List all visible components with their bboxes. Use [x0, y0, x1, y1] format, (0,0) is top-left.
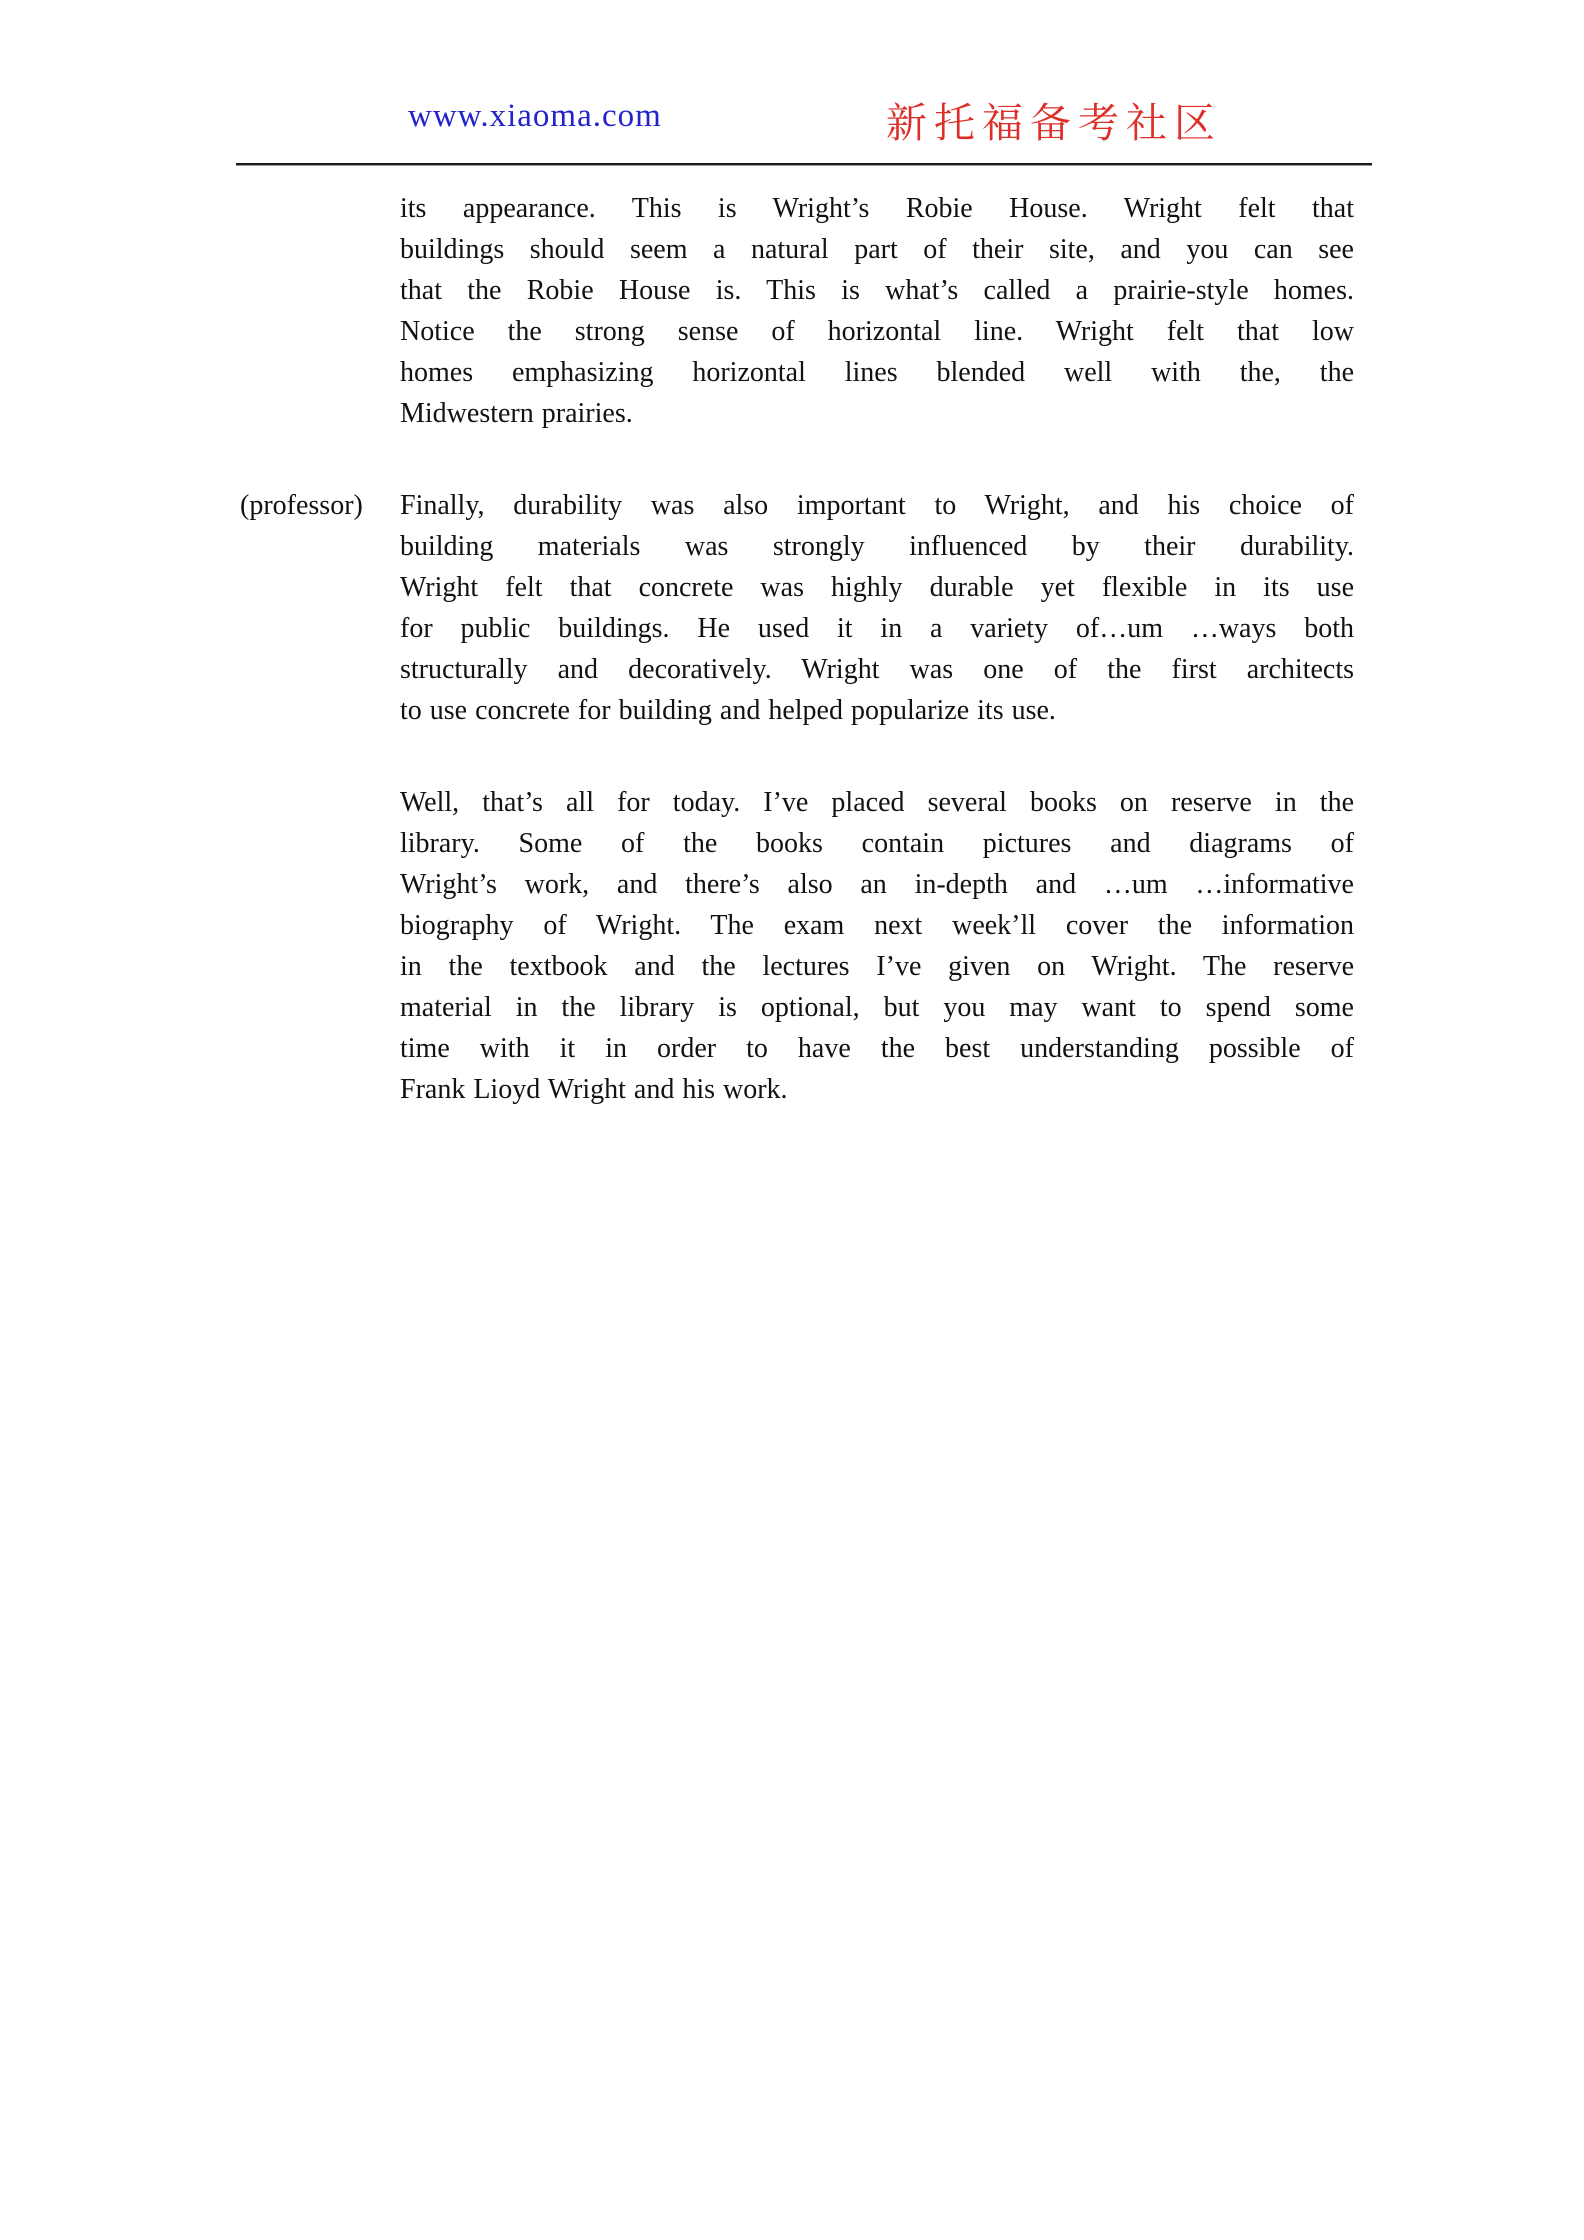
site-url-link[interactable]: www.xiaoma.com: [408, 98, 662, 134]
site-brand-text: 新托福备考社区: [886, 100, 1222, 146]
text-line: biography of Wright. The exam next week’ll cover the information: [400, 910, 1354, 941]
text-line: Finally, durability was also important to Wright, and his choice of: [400, 490, 1354, 521]
text-line: building materials was strongly influenced by their durability.: [400, 531, 1354, 562]
text-line: structurally and decoratively. Wright was one of the first architects: [400, 654, 1354, 685]
text-line: Wright’s work, and there’s also an in-depth and …um …informative: [400, 869, 1354, 900]
text-line: its appearance. This is Wright’s Robie House. Wright felt that: [400, 193, 1354, 224]
header-divider: [236, 163, 1372, 166]
text-line: homes emphasizing horizontal lines blended well with the, the: [400, 357, 1354, 388]
text-line: for public buildings. He used it in a variety of…um …ways both: [400, 613, 1354, 644]
paragraph-lines: [400, 782, 1354, 1110]
transcript-paragraph: [240, 485, 1354, 731]
text-line: library. Some of the books contain pictures and diagrams of: [400, 828, 1354, 859]
transcript-paragraph: [240, 782, 1354, 1110]
text-line: time with it in order to have the best understanding possible of: [400, 1033, 1354, 1064]
text-line: Frank Lioyd Wright and his work.: [400, 1074, 788, 1105]
paragraph-lines: [400, 485, 1354, 731]
speaker-label: (professor): [240, 490, 363, 521]
text-line: in the textbook and the lectures I’ve given on Wright. The reserve: [400, 951, 1354, 982]
text-line: Well, that’s all for today. I’ve placed several books on reserve in the: [400, 787, 1354, 818]
text-line: buildings should seem a natural part of their site, and you can see: [400, 234, 1354, 265]
text-line: material in the library is optional, but you may want to spend some: [400, 992, 1354, 1023]
text-line: Midwestern prairies.: [400, 398, 633, 429]
transcript-body: [240, 188, 1354, 1161]
transcript-paragraph: [240, 188, 1354, 434]
text-line: that the Robie House is. This is what’s called a prairie-style homes.: [400, 275, 1354, 306]
text-line: to use concrete for building and helped popularize its use.: [400, 695, 1056, 726]
text-line: Notice the strong sense of horizontal line. Wright felt that low: [400, 316, 1354, 347]
paragraph-lines: [400, 188, 1354, 434]
page-header: [0, 0, 1584, 170]
text-line: Wright felt that concrete was highly durable yet flexible in its use: [400, 572, 1354, 603]
